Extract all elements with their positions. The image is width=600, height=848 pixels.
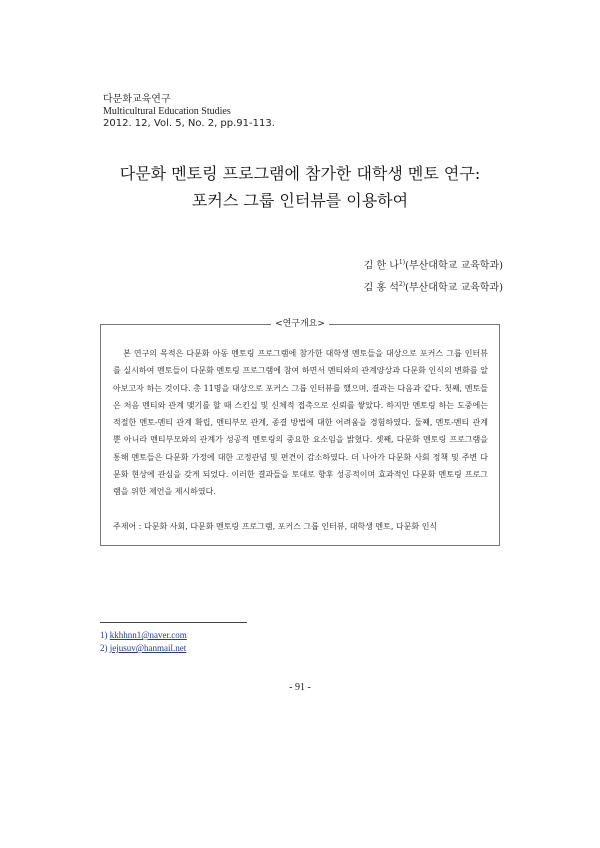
footnote-email-link[interactable]: jejusuv@hanmail.net xyxy=(109,643,187,653)
author-name: 김 홍 석 xyxy=(363,282,399,294)
abstract-body: 본 연구의 목적은 다문화 아동 멘토링 프로그램에 참가한 대학생 멘토들을 대상으로 포커스 그룹 인터뷰를 실시하여 멘토들이 다문화 멘토링 프로그램에 참여 하면서 멘티와의 관계양상과 다문화 인식의 변화를 알아보고자 하는 것이다. 총 11명을 대상으로 포커스 그룹 인터뷰를 했으며, 결과는 다음과 같다. 첫째, 멘토들은 처음 멘티와 관계 맺기를 할 때 스킨십 및 신체적 접촉으로 신뢰를 쌓았다. 하지만 멘토링 하는 도중에는 적절한 멘토-멘티 관계 확립, 멘티부모 관계, 종결 방법에 대한 어려움을 경험하였다. 둘째, 멘토-멘티 관계 뿐 아니라 멘티부모와의 관계가 성공적 멘토링의 중요한 요소임을 밝혔다. 셋째, 다문화 멘토링 프로그램을 통해 멘토들은 다문화 가정에 대한 고정관념 및 편견이 감소하였다. 더 나아가 다문화 사회 정책 및 주변 다문화 현상에 관심을 갖게 되었다. 이러한 결과들을 토대로 향후 성공적이며 효과적인 다문화 멘토링 프로그램을 위한 제언을 제시하였다. xyxy=(113,349,488,497)
author-footnote-mark: 1) xyxy=(398,259,406,266)
journal-header xyxy=(103,94,275,130)
footnote-2 xyxy=(100,642,187,655)
footnote-number: 1) xyxy=(100,630,108,640)
footnote-divider xyxy=(100,622,247,623)
author-affiliation: (부산대학교 교육학과) xyxy=(405,282,503,294)
abstract-heading xyxy=(0,318,600,330)
keywords-label: 주제어 : xyxy=(113,522,142,531)
keywords xyxy=(113,521,488,533)
footnote-email-link[interactable]: kkhhnn1@naver.com xyxy=(109,630,187,640)
footnote-number: 2) xyxy=(100,643,108,653)
paper-title xyxy=(0,160,600,214)
author-affiliation: (부산대학교 교육학과) xyxy=(405,260,503,272)
footnotes xyxy=(100,629,187,655)
author-2 xyxy=(364,275,503,297)
journal-issue: 2012. 12, Vol. 5, No. 2, pp.91-113. xyxy=(103,118,275,129)
abstract-heading-text: <연구개요> xyxy=(271,319,329,329)
footnote-1 xyxy=(100,629,187,642)
page-number: - 91 - xyxy=(289,682,311,693)
keywords-list: 다문화 사회, 다문화 멘토링 프로그램, 포커스 그룹 인터뷰, 대학생 멘토, 다문화 인식 xyxy=(143,522,438,531)
author-list xyxy=(364,253,503,298)
title-line-1: 다문화 멘토링 프로그램에 참가한 대학생 멘토 연구: xyxy=(119,164,481,183)
journal-name-english: Multicultural Education Studies xyxy=(103,106,231,117)
author-name: 김 한 나 xyxy=(363,260,399,272)
author-footnote-mark: 2) xyxy=(398,281,406,289)
title-line-2: 포커스 그룹 인터뷰를 이용하여 xyxy=(191,191,409,210)
author-1 xyxy=(364,253,503,275)
journal-name-korean: 다문화교육연구 xyxy=(103,94,171,105)
